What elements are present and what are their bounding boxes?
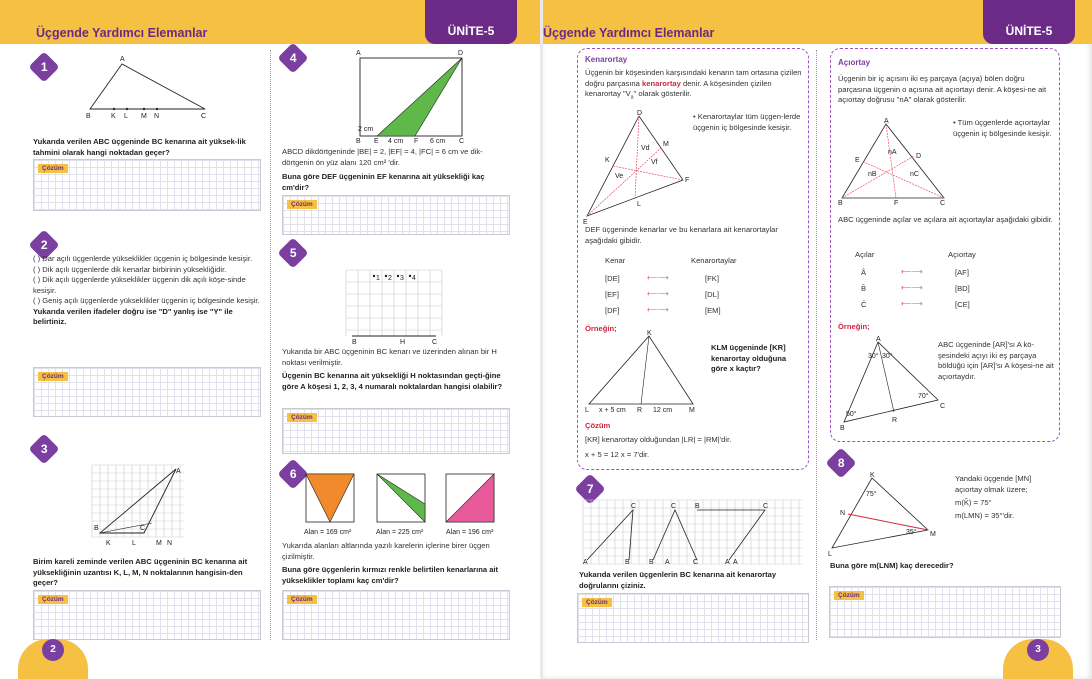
svg-text:50°: 50° [846,411,857,418]
label-c: C [201,113,207,120]
svg-text:Vd: Vd [641,145,650,152]
table-cell-left: [DE] [605,274,620,283]
svg-text:A: A [733,559,738,566]
bisector-th-bisector: Açıortay [948,250,976,259]
table-cell-left: Ĉ [861,300,867,309]
label-3: 3 [400,275,404,282]
median-solution-label: Çözüm [585,421,611,430]
table-cell-right: [EM] [705,306,721,315]
bisector-intro: Üçgenin bir iç açısını iki eş parçaya (açıya) bölen doğru parçasına üçgenin o açısına ait açıortayı denir. A köşesi-ne ait açıortay doğrusu "nA" olarak gösterilir. [838,74,1047,104]
q8-solution-area[interactable] [829,586,1061,638]
q8-text: Yandaki üçgende [MN] açıortay olmak üzere; [955,474,1032,494]
table-cell-left: [DF] [605,306,620,315]
median-th-side: Kenar [605,256,626,265]
label-m: M [156,540,162,547]
table-cell-left: [EF] [605,290,619,299]
svg-text:R: R [637,407,643,414]
svg-text:M: M [663,141,669,148]
svg-text:Ve: Ve [615,173,624,180]
svg-text:A: A [583,559,588,566]
svg-text:K: K [647,330,652,337]
svg-text:M: M [930,531,936,538]
q2-item-4: ( ) Geniş açılı üçgenlerde yükseklikler üçgenin iç bölgesinde kesişir. [33,296,260,305]
svg-text:Vf: Vf [651,159,658,166]
svg-text:K: K [870,472,875,479]
svg-text:70°: 70° [918,393,929,400]
q7-solution-area[interactable] [577,593,809,643]
table-cell-left: B̂ [861,284,867,293]
bisector-example-figure [838,336,948,432]
median-title: Kenarortay [585,55,628,64]
label-k: K [106,540,111,547]
median-intro: Üçgenin bir köşesinden karşısındaki kenarın tam ortasına çizilen doğru parçasına kenarortay denir. A köşesinden çizilen kenarortay "$V_a$" olarak gösterilir. [585,68,802,101]
svg-text:D: D [637,110,643,117]
q5-grid-figure [346,270,442,346]
svg-text:A: A [725,559,730,566]
bisector-example-text: ABC üçgeninde [AR]'sı A kö-şesindeki açıyı iki eş parçaya böldüğü için [AR]'sı A köşesi-ne ait açıortaydır. [938,340,1054,381]
bisector-th-angle: Açılar [855,250,875,259]
median-solution-2: x + 5 = 12 x = 7'dir. [585,450,650,459]
svg-text:C: C [631,503,637,510]
label-c: C [140,525,146,532]
q7-text: Yukarıda verilen üçgenlerin BC kenarına ait kenarortay doğrularını çiziniz. [579,570,777,590]
q8-given-1: m(K̂) = 75° [955,498,992,507]
label-b: B [352,339,357,346]
solution-label: Çözüm [287,413,317,422]
svg-text:A: A [665,559,670,566]
label-6cm: 6 cm [430,138,446,145]
label-c: C [432,339,438,346]
q5-badge: 5 [277,237,308,268]
median-example-label: Örneğin; [585,324,617,333]
svg-text:B: B [695,503,700,510]
svg-text:B: B [625,559,630,566]
right-page [543,0,1092,679]
svg-text:B: B [838,200,843,207]
svg-text:35°: 35° [906,529,917,536]
double-arrow-icon: ⟵⟶ [901,299,923,308]
left-header [0,0,540,44]
svg-text:B: B [840,425,845,432]
svg-text:x + 5 cm: x + 5 cm [599,407,626,414]
table-cell-right: [FK] [705,274,719,283]
q2-item-2: ( ) Dik açılı üçgenlerde dik kenarlar birbirinin yüksekliğidir. [33,264,227,274]
area-3: Alan = 196 cm² [446,529,494,536]
q8-question: Buna göre m(LNM) kaç derecedir? [830,561,954,570]
bisector-figure [838,118,948,206]
label-b: B [94,525,99,532]
q2-text: Yukarıda verilen ifadeler doğru ise "D" yanlış ise "Y" ile belirtiniz. [33,306,233,326]
solution-label: Çözüm [287,200,317,209]
svg-text:C: C [940,200,946,207]
svg-text:12 cm: 12 cm [653,407,673,414]
label-l: L [132,540,136,547]
bisector-bullet: • Tüm üçgenlerde açıortaylar üçgenin iç bölgesinde kesişir. [953,118,1052,138]
svg-text:M: M [689,407,695,414]
q2-solution-area[interactable] [33,367,261,417]
svg-text:75°: 75° [866,491,877,498]
label-b: B [86,113,91,120]
table-cell-right: [AF] [955,268,969,277]
label-1: 1 [376,275,380,282]
solution-label: Çözüm [834,591,864,600]
label-k: K [111,113,116,120]
q5-text: Yukarıda bir ABC üçgeninin BC kenarı ve üzerinden alınan bir H noktası verilmiştir. [282,347,497,367]
right-header [543,0,1092,44]
q5-solution-area[interactable] [282,408,510,454]
svg-text:nC: nC [910,171,919,178]
q2-badge: 2 [28,229,59,260]
q3-grid-figure [92,465,184,549]
svg-text:E: E [583,219,588,226]
q4-question: Buna göre DEF üçgeninin EF kenarına ait yüksekliği kaç cm'dir? [282,172,485,192]
bisector-example-label: Örneğin; [838,322,870,331]
median-th-median: Kenarortaylar [691,256,737,265]
median-bullet: • Kenarortaylar tüm üçgen-lerde üçgenin iç bölgesinde kesişir. [693,112,801,132]
column-divider [270,50,271,640]
median-figure [583,112,693,224]
q8-given-2: m(LMN) = 35°'dir. [955,511,1015,520]
svg-text:R: R [892,417,898,424]
solution-label: Çözüm [38,595,68,604]
label-n: N [167,540,173,547]
label-d: D [458,50,464,57]
right-header-title: Üçgende Yardımcı Elemanlar [543,26,715,40]
table-cell-left: Â [861,268,867,277]
q4-solution-area[interactable] [282,195,510,235]
q4-rectangle-figure [352,50,472,144]
solution-label: Çözüm [38,372,68,381]
q3-solution-area[interactable] [33,590,261,640]
left-page [0,0,540,679]
label-e: E [374,138,379,145]
label-4cm: 4 cm [388,138,404,145]
column-divider [816,50,817,640]
solution-label: Çözüm [582,598,612,607]
label-2cm: 2 cm [358,126,374,133]
double-arrow-icon: ⟵⟶ [647,273,669,282]
solution-label: Çözüm [38,164,68,173]
double-arrow-icon: ⟵⟶ [647,305,669,314]
left-unit-tab: ÜNİTE-5 [425,0,517,44]
double-arrow-icon: ⟵⟶ [647,289,669,298]
double-arrow-icon: ⟵⟶ [901,267,923,276]
svg-text:F: F [685,177,690,184]
table-cell-right: [DL] [705,290,719,299]
svg-text:L: L [828,551,832,558]
svg-text:N: N [840,510,846,517]
bisector-caption: ABC üçgeninde açılar ve açılara ait açıortaylar aşağıdaki gibidir. [838,215,1053,224]
q4-badge: 4 [277,42,308,73]
svg-text:nB: nB [868,171,877,178]
label-l: L [124,113,128,120]
q6-squares-figure [300,472,510,538]
page-number: 3 [1027,639,1049,661]
table-cell-right: [CE] [955,300,970,309]
svg-text:C: C [671,503,677,510]
left-header-title: Üçgende Yardımcı Elemanlar [36,26,208,40]
q7-badge: 7 [574,473,605,504]
label-a: A [356,50,361,57]
label-4: 4 [412,275,416,282]
label-n: N [154,113,160,120]
q2-item-1: ( ) Dar açılı üçgenlerde yükseklikler üçgenin iç bölgesinde kesişir. [33,254,253,263]
svg-text:L: L [637,201,641,208]
q8-badge: 8 [825,447,856,478]
q3-text: Birim kareli zeminde verilen ABC üçgeninin BC kenarına ait yüksekliğinin uzantısı K, L, M, N noktalarının hangisin-den geçer? [33,557,248,587]
svg-text:K: K [605,157,610,164]
q1-text: Yukarıda verilen ABC üçgeninde BC kenarına ait yüksek-lik tahmini olarak hangi noktadan geçer? [33,137,246,157]
q2-statements [33,254,261,328]
label-h: H [400,339,406,346]
q1-badge: 1 [28,51,59,82]
right-unit-tab: ÜNİTE-5 [983,0,1075,44]
svg-text:B: B [649,559,654,566]
double-arrow-icon: ⟵⟶ [901,283,923,292]
label-2: 2 [388,275,392,282]
q8-triangle-figure [828,470,938,560]
label-b: B [356,138,361,145]
area-1: Alan = 169 cm² [304,529,352,536]
median-solution-1: [KR] kenarortay olduğundan |LR| = |RM|'dir. [585,435,732,444]
label-m: M [141,113,147,120]
page-number: 2 [42,639,64,661]
svg-text:C: C [940,403,946,410]
svg-text:nA: nA [888,149,897,156]
svg-text:30°: 30° [868,353,879,360]
q1-solution-area[interactable] [33,159,261,211]
q2-item-3: ( ) Dik açılı üçgenlerde yükseklikler üçgenin dik açılı köşe-sinde kesişir. [33,275,246,295]
median-example-figure [583,330,703,414]
svg-text:C: C [763,503,769,510]
bisector-title: Açıortay [838,58,871,67]
svg-text:C: C [693,559,699,566]
q6-badge: 6 [277,458,308,489]
label-f: F [414,138,419,145]
solution-label: Çözüm [287,595,317,604]
svg-text:D: D [916,153,922,160]
svg-text:A: A [876,336,881,343]
q6-text: Yukarıda alanları altlarında yazılı karelerin içlerine birer üçgen çizilmiştir. [282,541,490,561]
svg-text:E: E [855,157,860,164]
label-a: A [176,468,181,475]
svg-text:30°: 30° [882,353,893,360]
q3-badge: 3 [28,433,59,464]
area-2: Alan = 225 cm² [376,529,424,536]
q5-question: Üçgenin BC kenarına ait yüksekliği H noktasından geçti-ğine göre A köşesi 1, 2, 3, 4 numaralı noktalardan hangisi olabilir? [282,371,503,391]
label-a: A [120,56,125,63]
svg-text:L: L [585,407,589,414]
q6-solution-area[interactable] [282,590,510,640]
label-c: C [459,138,465,145]
svg-text:F: F [894,200,899,207]
median-example-question: KLM üçgeninde [KR] kenarortay olduğuna göre x kaçtır? [711,343,787,373]
q1-triangle-figure [80,52,220,124]
svg-text:A: A [884,118,889,125]
table-cell-right: [BD] [955,284,970,293]
q4-text: ABCD dikdörtgeninde |BE| = 2, |EF| = 4, |FC| = 6 cm ve dik-dörtgenin ön yüz alanı 120 cm² 'dir. [282,147,483,167]
q7-grid-figure [583,500,803,564]
median-caption: DEF üçgeninde kenarlar ve bu kenarlara ait kenarortaylar aşağıdaki gibidir. [585,225,778,245]
q6-question: Buna göre üçgenlerin kırmızı renkle belirtilen kenarlarına ait yükseklikler toplamı kaç cm'dir? [282,565,499,585]
